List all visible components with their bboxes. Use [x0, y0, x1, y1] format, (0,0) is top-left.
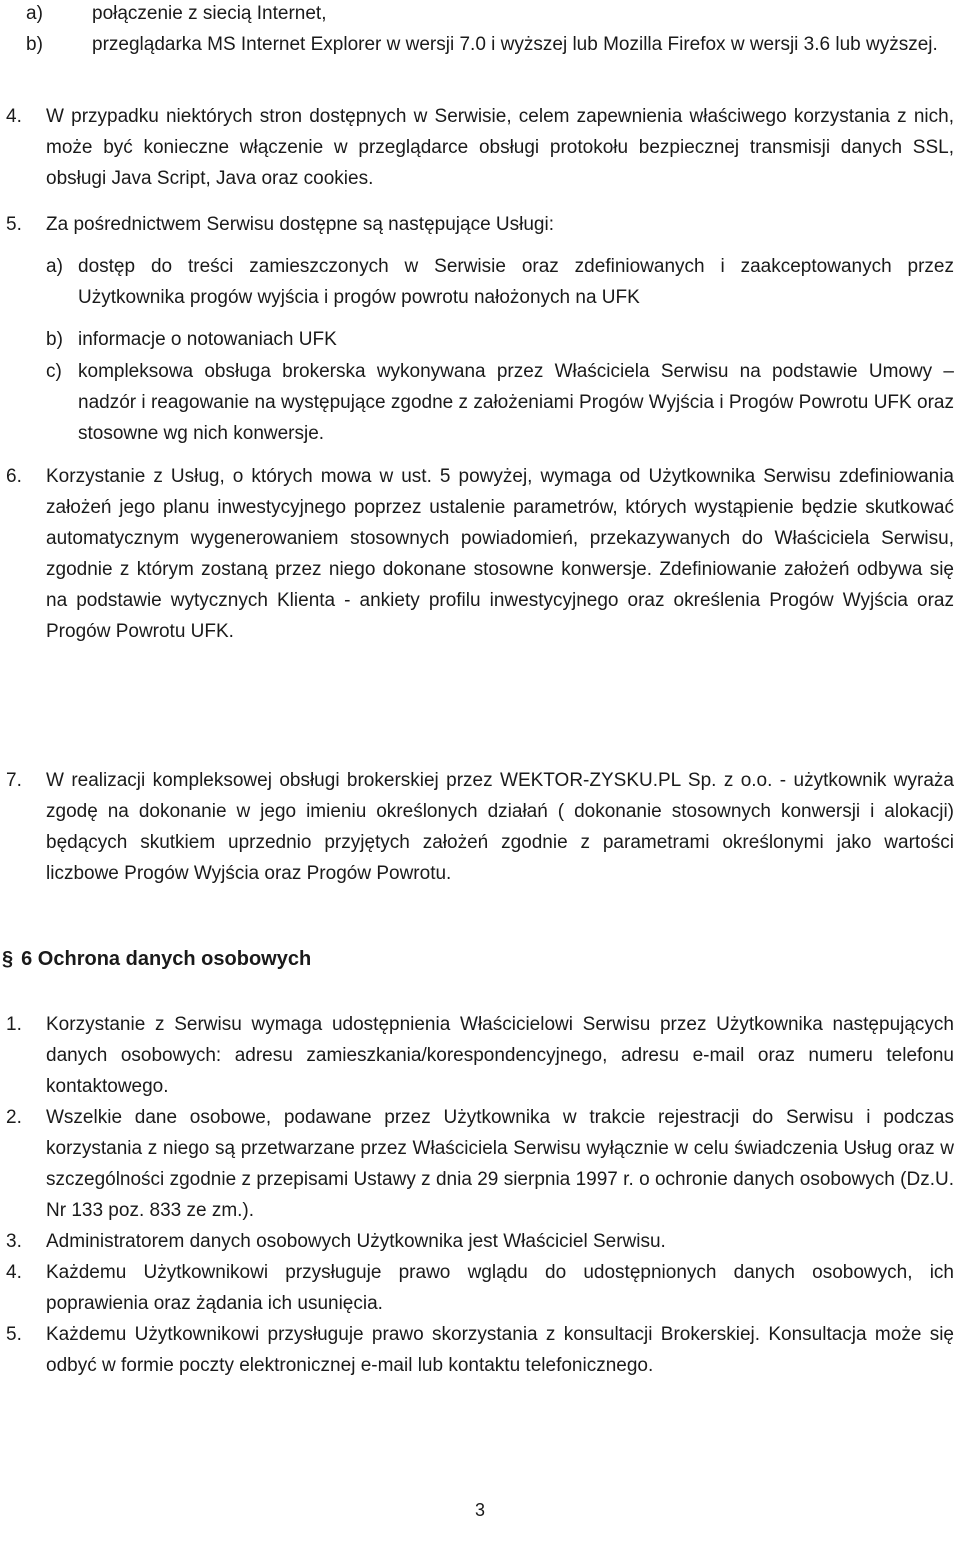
list-marker: b) — [46, 329, 63, 350]
list-marker: a) — [46, 256, 63, 277]
list-marker: 1. — [6, 1014, 22, 1035]
list-item-text: Korzystanie z Serwisu wymaga udostępnienia Właścicielowi Serwisu przez Użytkownika następujących danych osobowych: adresu zamieszkania/korespondencyjnego, adresu e-mail oraz numeru telefonu kontaktowego. — [46, 1014, 954, 1097]
list-item-text: Administratorem danych osobowych Użytkownika jest Właściciel Serwisu. — [46, 1231, 666, 1252]
list-item-text: Każdemu Użytkownikowi przysługuje prawo skorzystania z konsultacji Brokerskiej. Konsultacja może się odbyć w formie poczty elektronicznej e-mail lub kontaktu telefonicznego. — [46, 1324, 954, 1376]
list-marker: 4. — [6, 106, 22, 127]
paragraph-text: W realizacji kompleksowej obsługi brokerskiej przez WEKTOR-ZYSKU.PL Sp. z o.o. - użytkownik wyraża zgodę na dokonanie w jego imieniu określonych działań ( dokonanie stosownych konwersji i alokacji) będących skutkiem uprzednio przyjętych założeń zgodnie z parametrami określonymi jako wartości liczbowe Progów Wyjścia oraz Progów Powrotu. — [46, 770, 954, 884]
paragraph-text: Za pośrednictwem Serwisu dostępne są następujące Usługi: — [46, 214, 554, 235]
paragraph-text: W przypadku niektórych stron dostępnych w Serwisie, celem zapewnienia właściwego korzystania z nich, może być konieczne włączenie w przeglądarce obsługi protokołu bezpiecznej transmisji danych SSL, obsługi Java Script, Java oraz cookies. — [46, 106, 954, 189]
list-marker: 4. — [6, 1262, 22, 1283]
list-marker: b) — [26, 34, 43, 55]
list-marker: 3. — [6, 1231, 22, 1252]
list-item-text: kompleksowa obsługa brokerska wykonywana przez Właściciela Serwisu na podstawie Umowy – nadzór i reagowanie na występujące zgodne z założeniami Progów Wyjścia i Progów Powrotu UFK oraz stosowne wg nich konwersje. — [78, 361, 954, 444]
list-marker: 5. — [6, 214, 22, 235]
list-marker: 6. — [6, 466, 22, 487]
paragraph-text: Korzystanie z Usług, o których mowa w ust. 5 powyżej, wymaga od Użytkownika Serwisu zdefiniowania założeń jego planu inwestycyjnego poprzez ustalenie parametrów, których wystąpienie będzie skutkować automatycznym wygenerowaniem stosownych powiadomień, przekazywanych do Właściciela Serwisu, zgodnie z którym zostaną przez niego dokonane stosowne konwersje. Zdefiniowanie założeń odbywa się na podstawie wytycznych Klienta - ankiety profilu inwestycyjnego oraz określenia Progów Wyjścia oraz Progów Powrotu UFK. — [46, 466, 954, 642]
section-sign: § — [2, 948, 14, 970]
list-item-text: połączenie z siecią Internet, — [92, 3, 327, 24]
list-item-text: przeglądarka MS Internet Explorer w wersji 7.0 i wyższej lub Mozilla Firefox w wersji 3.6 lub wyższej. — [92, 34, 938, 55]
list-marker: 7. — [6, 770, 22, 791]
list-marker: 2. — [6, 1107, 22, 1128]
list-item-text: informacje o notowaniach UFK — [78, 329, 337, 350]
section-title: 6 Ochrona danych osobowych — [21, 948, 312, 970]
list-item-text: Każdemu Użytkownikowi przysługuje prawo wglądu do udostępnionych danych osobowych, ich poprawienia oraz żądania ich usunięcia. — [46, 1262, 954, 1314]
list-marker: c) — [46, 361, 62, 382]
list-item-text: dostęp do treści zamieszczonych w Serwisie oraz zdefiniowanych i zaakceptowanych przez Użytkownika progów wyjścia i progów powrotu nałożonych na UFK — [78, 256, 954, 308]
list-marker: 5. — [6, 1324, 22, 1345]
list-marker: a) — [26, 3, 43, 24]
list-item-text: Wszelkie dane osobowe, podawane przez Użytkownika w trakcie rejestracji do Serwisu i podczas korzystania z niego są przetwarzane przez Właściciela Serwisu wyłącznie w celu świadczenia Usług oraz w szczególności zgodnie z przepisami Ustawy z dnia 29 sierpnia 1997 r. o ochronie danych osobowych (Dz.U. Nr 133 poz. 833 ze zm.). — [46, 1107, 954, 1221]
section-heading — [0, 948, 311, 971]
page-number: 3 — [474, 1500, 485, 1520]
